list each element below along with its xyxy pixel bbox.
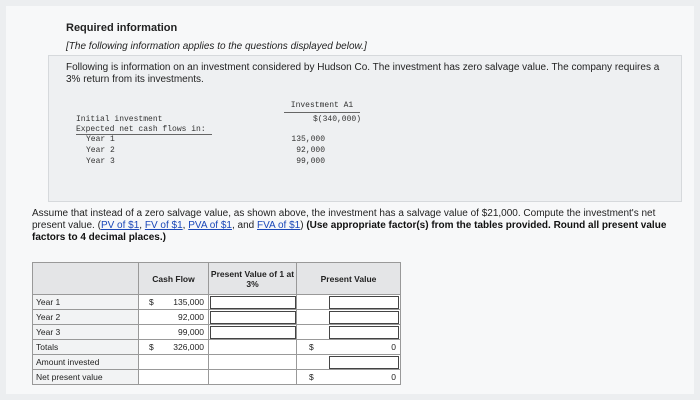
- pv-factor-input-year-2[interactable]: [210, 311, 296, 324]
- fv-of-1-link[interactable]: FV of $1: [144, 220, 183, 231]
- present-value-input-year-1[interactable]: [329, 296, 399, 309]
- header-pv-factor: Present Value of 1 at 3%: [209, 263, 297, 295]
- totals-present-value: 0: [391, 342, 396, 352]
- assumption-text: Assume that instead of a zero salvage value, as shown above, the investment has a salvage value of $21,000. Compute the investment's net present value. (PV of $1, FV of $1, PVA of $1, and FVA of $1) (Use appropriate factor(s) from the tables provided. Round all present value factors to 4 decimal places.): [32, 208, 667, 243]
- row-label: Totals: [33, 340, 139, 355]
- table-row: Totals $ 326,000 $ 0: [33, 340, 401, 355]
- fva-of-1-link[interactable]: FVA of $1: [257, 220, 301, 231]
- row-label: Year 3: [33, 325, 139, 340]
- pv-factor-input-year-3[interactable]: [210, 326, 296, 339]
- cash-flow-value: 92,000: [178, 312, 204, 322]
- row-label: Amount invested: [33, 355, 139, 370]
- row-label: Year 2: [33, 310, 139, 325]
- required-info-note: [The following information applies to the questions displayed below.]: [66, 41, 367, 52]
- pva-of-1-link[interactable]: PVA of $1: [188, 220, 232, 231]
- year-1-value: 135,000: [291, 135, 325, 144]
- table-row: Year 1 $ 135,000: [33, 295, 401, 310]
- row-label: Net present value: [33, 370, 139, 385]
- row-label: Year 1: [33, 295, 139, 310]
- present-value-input-year-2[interactable]: [329, 311, 399, 324]
- table-row: [33, 355, 401, 370]
- npv-table: [32, 262, 401, 385]
- pv-of-1-link[interactable]: PV of $1: [100, 220, 140, 231]
- year-1-label: Year 1: [86, 135, 115, 144]
- present-value-input-year-3[interactable]: [329, 326, 399, 339]
- required-info-title: Required information: [66, 22, 178, 34]
- cash-flow-value: 99,000: [178, 327, 204, 337]
- amount-invested-input[interactable]: [329, 356, 399, 369]
- header-present-value: Present Value: [297, 263, 401, 295]
- table-row: [33, 325, 401, 340]
- year-3-label: Year 3: [86, 157, 115, 166]
- cash-flow-value: 326,000: [173, 342, 204, 352]
- table-row: [33, 310, 401, 325]
- header-cash-flow: Cash Flow: [139, 263, 209, 295]
- header-underline: [284, 112, 360, 113]
- year-2-label: Year 2: [86, 146, 115, 155]
- net-present-value: 0: [391, 372, 396, 382]
- cash-flow-value: 135,000: [173, 297, 204, 307]
- instruction-bold: (Use appropriate factor(s) from the tables provided. Round all present value factors to 4 decimal places.): [32, 220, 667, 243]
- pv-factor-input-year-1[interactable]: [210, 296, 296, 309]
- cash-flows-label: Expected net cash flows in:: [76, 125, 206, 134]
- intro-text: Following is information on an investment considered by Hudson Co. The investment has zero salvage value. The company requires a 3% return from its investments.: [66, 62, 660, 85]
- initial-investment-label: Initial investment: [76, 115, 163, 124]
- initial-investment-value: $(340,000): [312, 115, 361, 124]
- year-3-value: 99,000: [296, 157, 325, 166]
- table-row: Net present value $ 0: [33, 370, 401, 385]
- investment-col-header: Investment A1: [290, 101, 354, 110]
- year-2-value: 92,000: [296, 146, 325, 155]
